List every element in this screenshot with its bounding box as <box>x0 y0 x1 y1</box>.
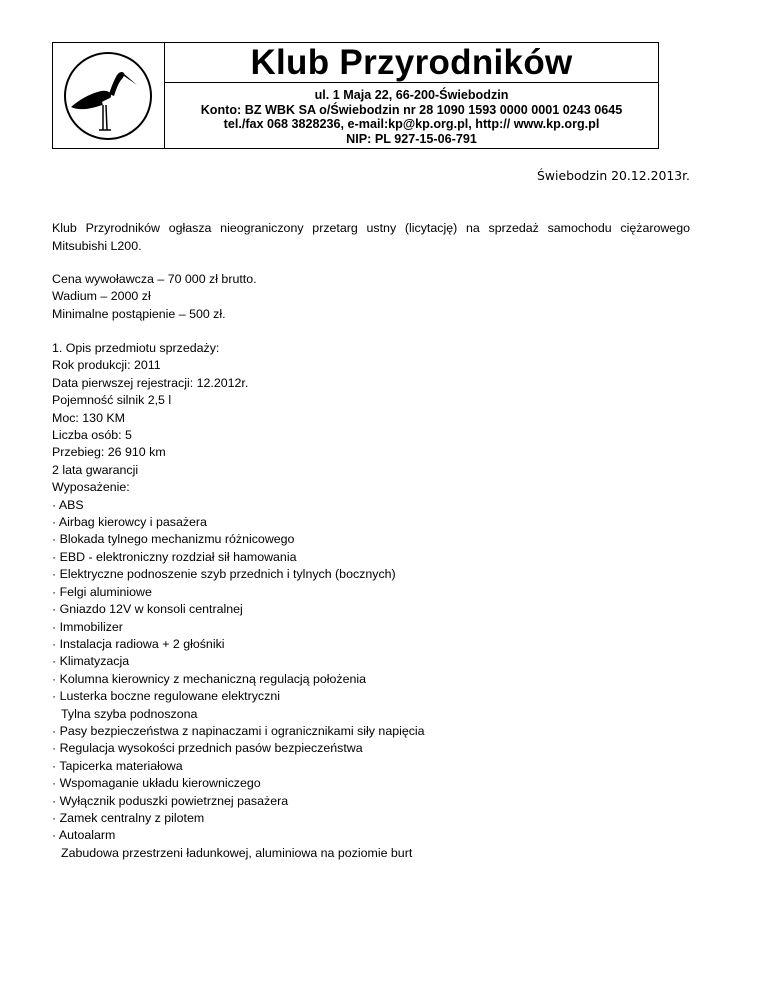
equipment-item: · Felgi aluminiowe <box>52 584 152 599</box>
title-cell <box>165 43 658 83</box>
spec-line: Moc: 130 KM <box>52 410 125 425</box>
club-name: Klub Przyrodników <box>250 43 573 82</box>
equipment-item: · Airbag kierowcy i pasażera <box>52 515 207 530</box>
equipment-item: · Blokada tylnego mechanizmu różnicowego <box>52 532 295 547</box>
equipment-item: · Wspomaganie układu kierowniczego <box>52 776 261 791</box>
equipment-item: · Regulacja wysokości przednich pasów bezpieczeństwa <box>52 741 363 756</box>
equipment-item: · Wyłącznik poduszki powietrznej pasażera <box>52 793 289 808</box>
nip-line: NIP: PL 927-15-06-791 <box>346 131 477 146</box>
intro-text: Klub Przyrodników ogłasza nieograniczony przetarg ustny (licytację) na sprzedaż samochodu ciężarowego Mitsubishi L200. <box>52 221 690 253</box>
equipment-item: · ABS <box>52 497 84 512</box>
equipment-item: · Gniazdo 12V w konsoli centralnej <box>52 602 243 617</box>
spec-line: Wyposażenie: <box>52 480 130 495</box>
spec-line: Liczba osób: 5 <box>52 428 132 443</box>
equipment-item: · Lusterka boczne regulowane elektryczni <box>52 689 280 704</box>
equipment-item: · Tapicerka materiałowa <box>52 758 183 773</box>
equipment-item: · Kolumna kierownicy z mechaniczną regulacją położenia <box>52 671 367 686</box>
account-line: Konto: BZ WBK SA o/Świebodzin nr 28 1090 1593 0000 0001 0243 0645 <box>200 102 623 117</box>
address-line: ul. 1 Maja 22, 66-200-Świebodzin <box>314 88 509 102</box>
spec-line: Przebieg: 26 910 km <box>52 445 166 460</box>
spec-line: Pojemność silnik 2,5 l <box>52 393 172 408</box>
equipment-item: Tylna szyba podnoszona <box>61 706 198 721</box>
minimum-bid-increment: Minimalne postąpienie – 500 zł. <box>52 306 226 321</box>
price-list <box>52 271 702 323</box>
spec-line: Data pierwszej rejestracji: 12.2012r. <box>52 375 249 390</box>
spec-line: 2 lata gwarancji <box>52 462 139 477</box>
intro-paragraph <box>52 220 690 255</box>
equipment-item: · Autoalarm <box>52 828 116 843</box>
spec-line: Rok produkcji: 2011 <box>52 358 161 373</box>
letterhead <box>52 42 659 149</box>
equipment-item: · Zamek centralny z pilotem <box>52 810 205 825</box>
contact-line: tel./fax 068 3828236, e-mail:kp@kp.org.pl, http:// www.kp.org.pl <box>223 117 600 131</box>
item-description <box>52 340 702 862</box>
date-line: Świebodzin 20.12.2013r. <box>537 168 690 183</box>
logo-cell <box>53 43 165 148</box>
equipment-item: · Pasy bezpieczeństwa z napinaczami i ogranicznikami siły napięcia <box>52 723 425 738</box>
contact-info <box>165 84 658 148</box>
equipment-item: · EBD - elektroniczny rozdział sił hamowania <box>52 549 297 564</box>
equipment-item: · Immobilizer <box>52 619 123 634</box>
equipment-item: · Elektryczne podnoszenie szyb przednich i tylnych (bocznych) <box>52 567 396 582</box>
equipment-item: · Klimatyzacja <box>52 654 130 669</box>
equipment-item: · Instalacja radiowa + 2 głośniki <box>52 636 225 651</box>
equipment-item: Zabudowa przestrzeni ładunkowej, aluminiowa na poziomie burt <box>61 845 413 860</box>
stork-logo-icon <box>59 50 157 142</box>
starting-price: Cena wywoławcza – 70 000 zł brutto. <box>52 272 257 286</box>
description-heading: 1. Opis przedmiotu sprzedaży: <box>52 341 220 355</box>
deposit: Wadium – 2000 zł <box>52 289 151 304</box>
